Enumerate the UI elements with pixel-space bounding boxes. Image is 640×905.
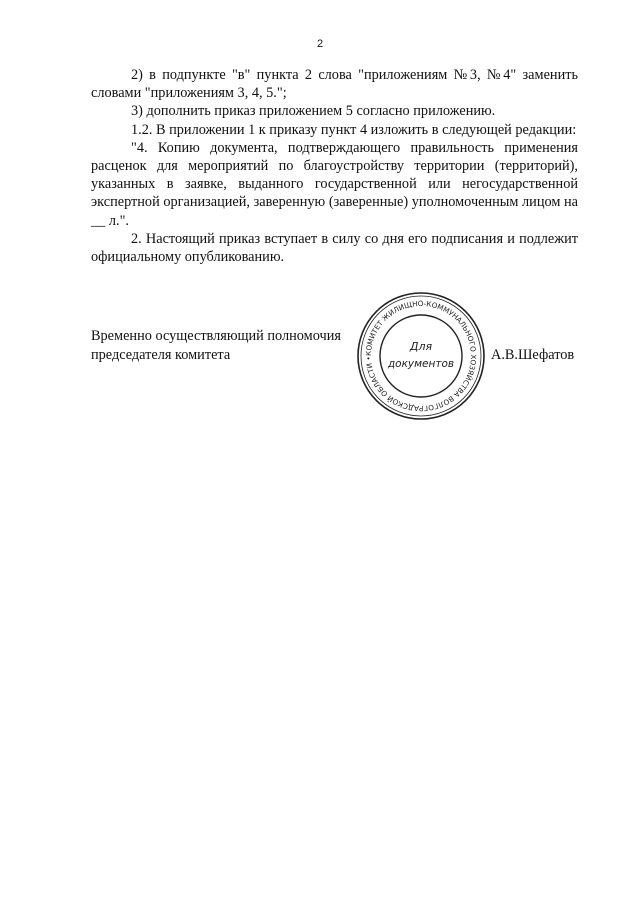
document-body [91, 66, 578, 266]
seal-ring-text: КОМИТЕТ ЖИЛИЩНО-КОММУНАЛЬНОГО ХОЗЯЙСТВА ВОЛГОГРАДСКОЙ ОБЛАСТИ • [363, 298, 479, 414]
seal-graphic [355, 290, 487, 422]
page-number: 2 [316, 38, 324, 50]
paragraph-item-2: 2. Настоящий приказ вступает в силу со дня его подписания и подлежит официальному опубликованию. [91, 230, 578, 266]
signatory-position-line-2: председателя комитета [91, 346, 231, 363]
official-seal [355, 290, 487, 422]
paragraph-item-1-2: 1.2. В приложении 1 к приказу пункт 4 изложить в следующей редакции: [131, 121, 577, 138]
seal-center-line-1: Для [409, 340, 433, 353]
paragraph-subpoint-3: 3) дополнить приказ приложением 5 согласно приложению. [131, 103, 496, 120]
paragraph-subpoint-2: 2) в подпункте "в" пункта 2 слова "приложениям №3, №4" заменить словами "приложениям 3, 4, 5."; [91, 67, 578, 102]
signatory-position [91, 327, 341, 364]
signatory-position-line-1: Временно осуществляющий полномочия [91, 328, 341, 344]
seal-center-line-2: документов [387, 358, 455, 370]
signatory-name: А.В.Шефатов [491, 347, 575, 363]
paragraph-quoted-item-4: "4. Копию документа, подтверждающего правильность применения расценок для мероприятий по благоустройству территории (территорий), указанных в заявке, выданного государственной или негосударственной экспертной организацией, заверенную (заверенные) уполномоченным лицом на __ л.". [91, 139, 578, 229]
